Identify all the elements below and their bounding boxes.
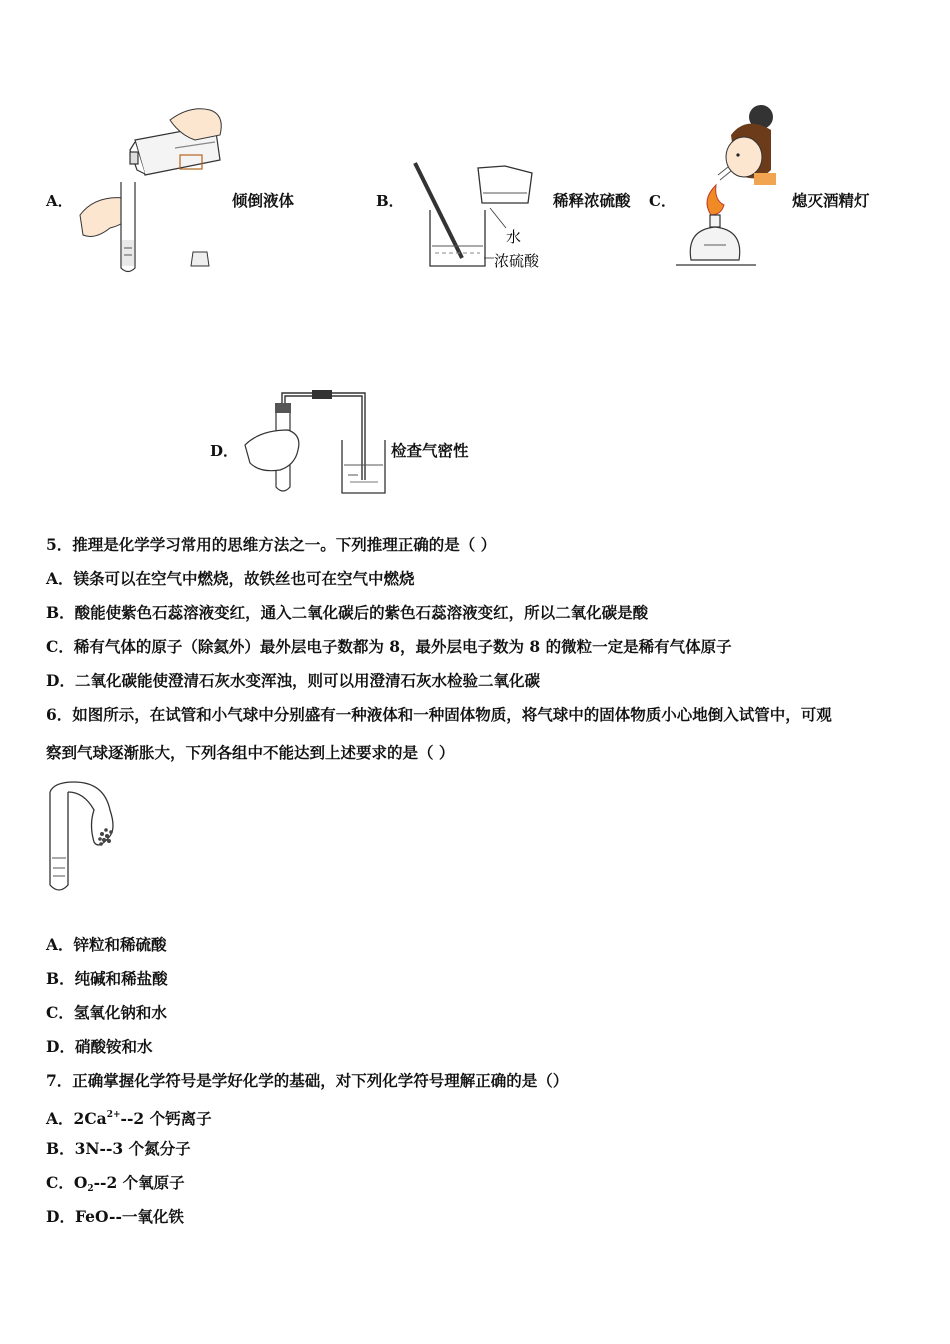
hand-icon xyxy=(245,430,299,471)
pouring-liquid-illustration xyxy=(75,100,235,280)
blowing-out-lamp-illustration xyxy=(676,105,786,270)
q7-stem: 7．正确掌握化学符号是学好化学的基础，对下列化学符号理解正确的是（） xyxy=(46,1071,569,1090)
q5-option-a: A．镁条可以在空气中燃烧，故铁丝也可在空气中燃烧 xyxy=(46,569,415,588)
q7-option-b: B．3N--3 个氮分子 xyxy=(46,1139,191,1158)
test-tube-icon xyxy=(50,792,68,890)
flame-icon xyxy=(707,185,724,215)
label-concentrated-acid: 浓硫酸 xyxy=(494,252,540,270)
balloon-test-tube-illustration xyxy=(44,780,134,895)
q5-option-b: B．酸能使紫色石蕊溶液变红，通入二氧化碳后的紫色石蕊溶液变红，所以二氧化碳是酸 xyxy=(46,603,649,622)
alcohol-lamp-icon xyxy=(690,215,739,260)
beaker-icon xyxy=(342,440,385,493)
q6-option-d: D．硝酸铵和水 xyxy=(46,1037,153,1056)
beaker-icon xyxy=(478,166,532,203)
option-a-letter: A． xyxy=(46,192,73,210)
q5-option-c: C．稀有气体的原子（除氦外）最外层电子数都为 8，最外层电子数为 8 的微粒一定是稀有气体原子 xyxy=(46,637,732,656)
q7-option-c: C．$O_2--2$ 个氧原子 xyxy=(46,1173,185,1194)
option-b-letter: B． xyxy=(376,192,404,210)
q7-option-d: D．FeO--一氧化铁 xyxy=(46,1207,184,1226)
q5-option-d: D．二氧化碳能使澄清石灰水变浑浊，则可以用澄清石灰水检验二氧化碳 xyxy=(46,671,540,690)
q6-option-b: B．纯碱和稀盐酸 xyxy=(46,969,168,988)
q7-option-a: A．$2Ca^{2+}--2$ 个钙离子 xyxy=(46,1109,212,1128)
airtightness-check-illustration xyxy=(240,385,390,497)
q6-stem-line2: 察到气球逐渐胀大，下列各组中不能达到上述要求的是（ ） xyxy=(46,743,455,762)
q5-stem: 5．推理是化学学习常用的思维方法之一。下列推理正确的是（ ） xyxy=(46,535,497,554)
girl-icon xyxy=(726,105,776,185)
q6-option-a: A．锌粒和稀硫酸 xyxy=(46,935,167,954)
test-tube-icon xyxy=(121,182,135,272)
option-a-caption: 倾倒液体 xyxy=(232,191,295,210)
q6-stem-line1: 6．如图所示，在试管和小气球中分别盛有一种液体和一种固体物质，将气球中的固体物质小心地倒入试管中，可观 xyxy=(46,705,832,724)
option-d-letter: D． xyxy=(210,442,239,460)
option-d-caption: 检查气密性 xyxy=(391,441,469,460)
stopper-icon xyxy=(191,252,209,266)
diluting-acid-illustration xyxy=(410,158,555,273)
beaker-icon xyxy=(430,210,485,266)
option-c-caption: 熄灭酒精灯 xyxy=(792,191,870,210)
label-water: 水 xyxy=(506,228,522,246)
option-c-letter: C． xyxy=(649,192,676,210)
q6-option-c: C．氢氧化钠和水 xyxy=(46,1003,167,1022)
glass-rod-icon xyxy=(415,163,462,258)
option-b-caption: 稀释浓硫酸 xyxy=(553,191,631,210)
